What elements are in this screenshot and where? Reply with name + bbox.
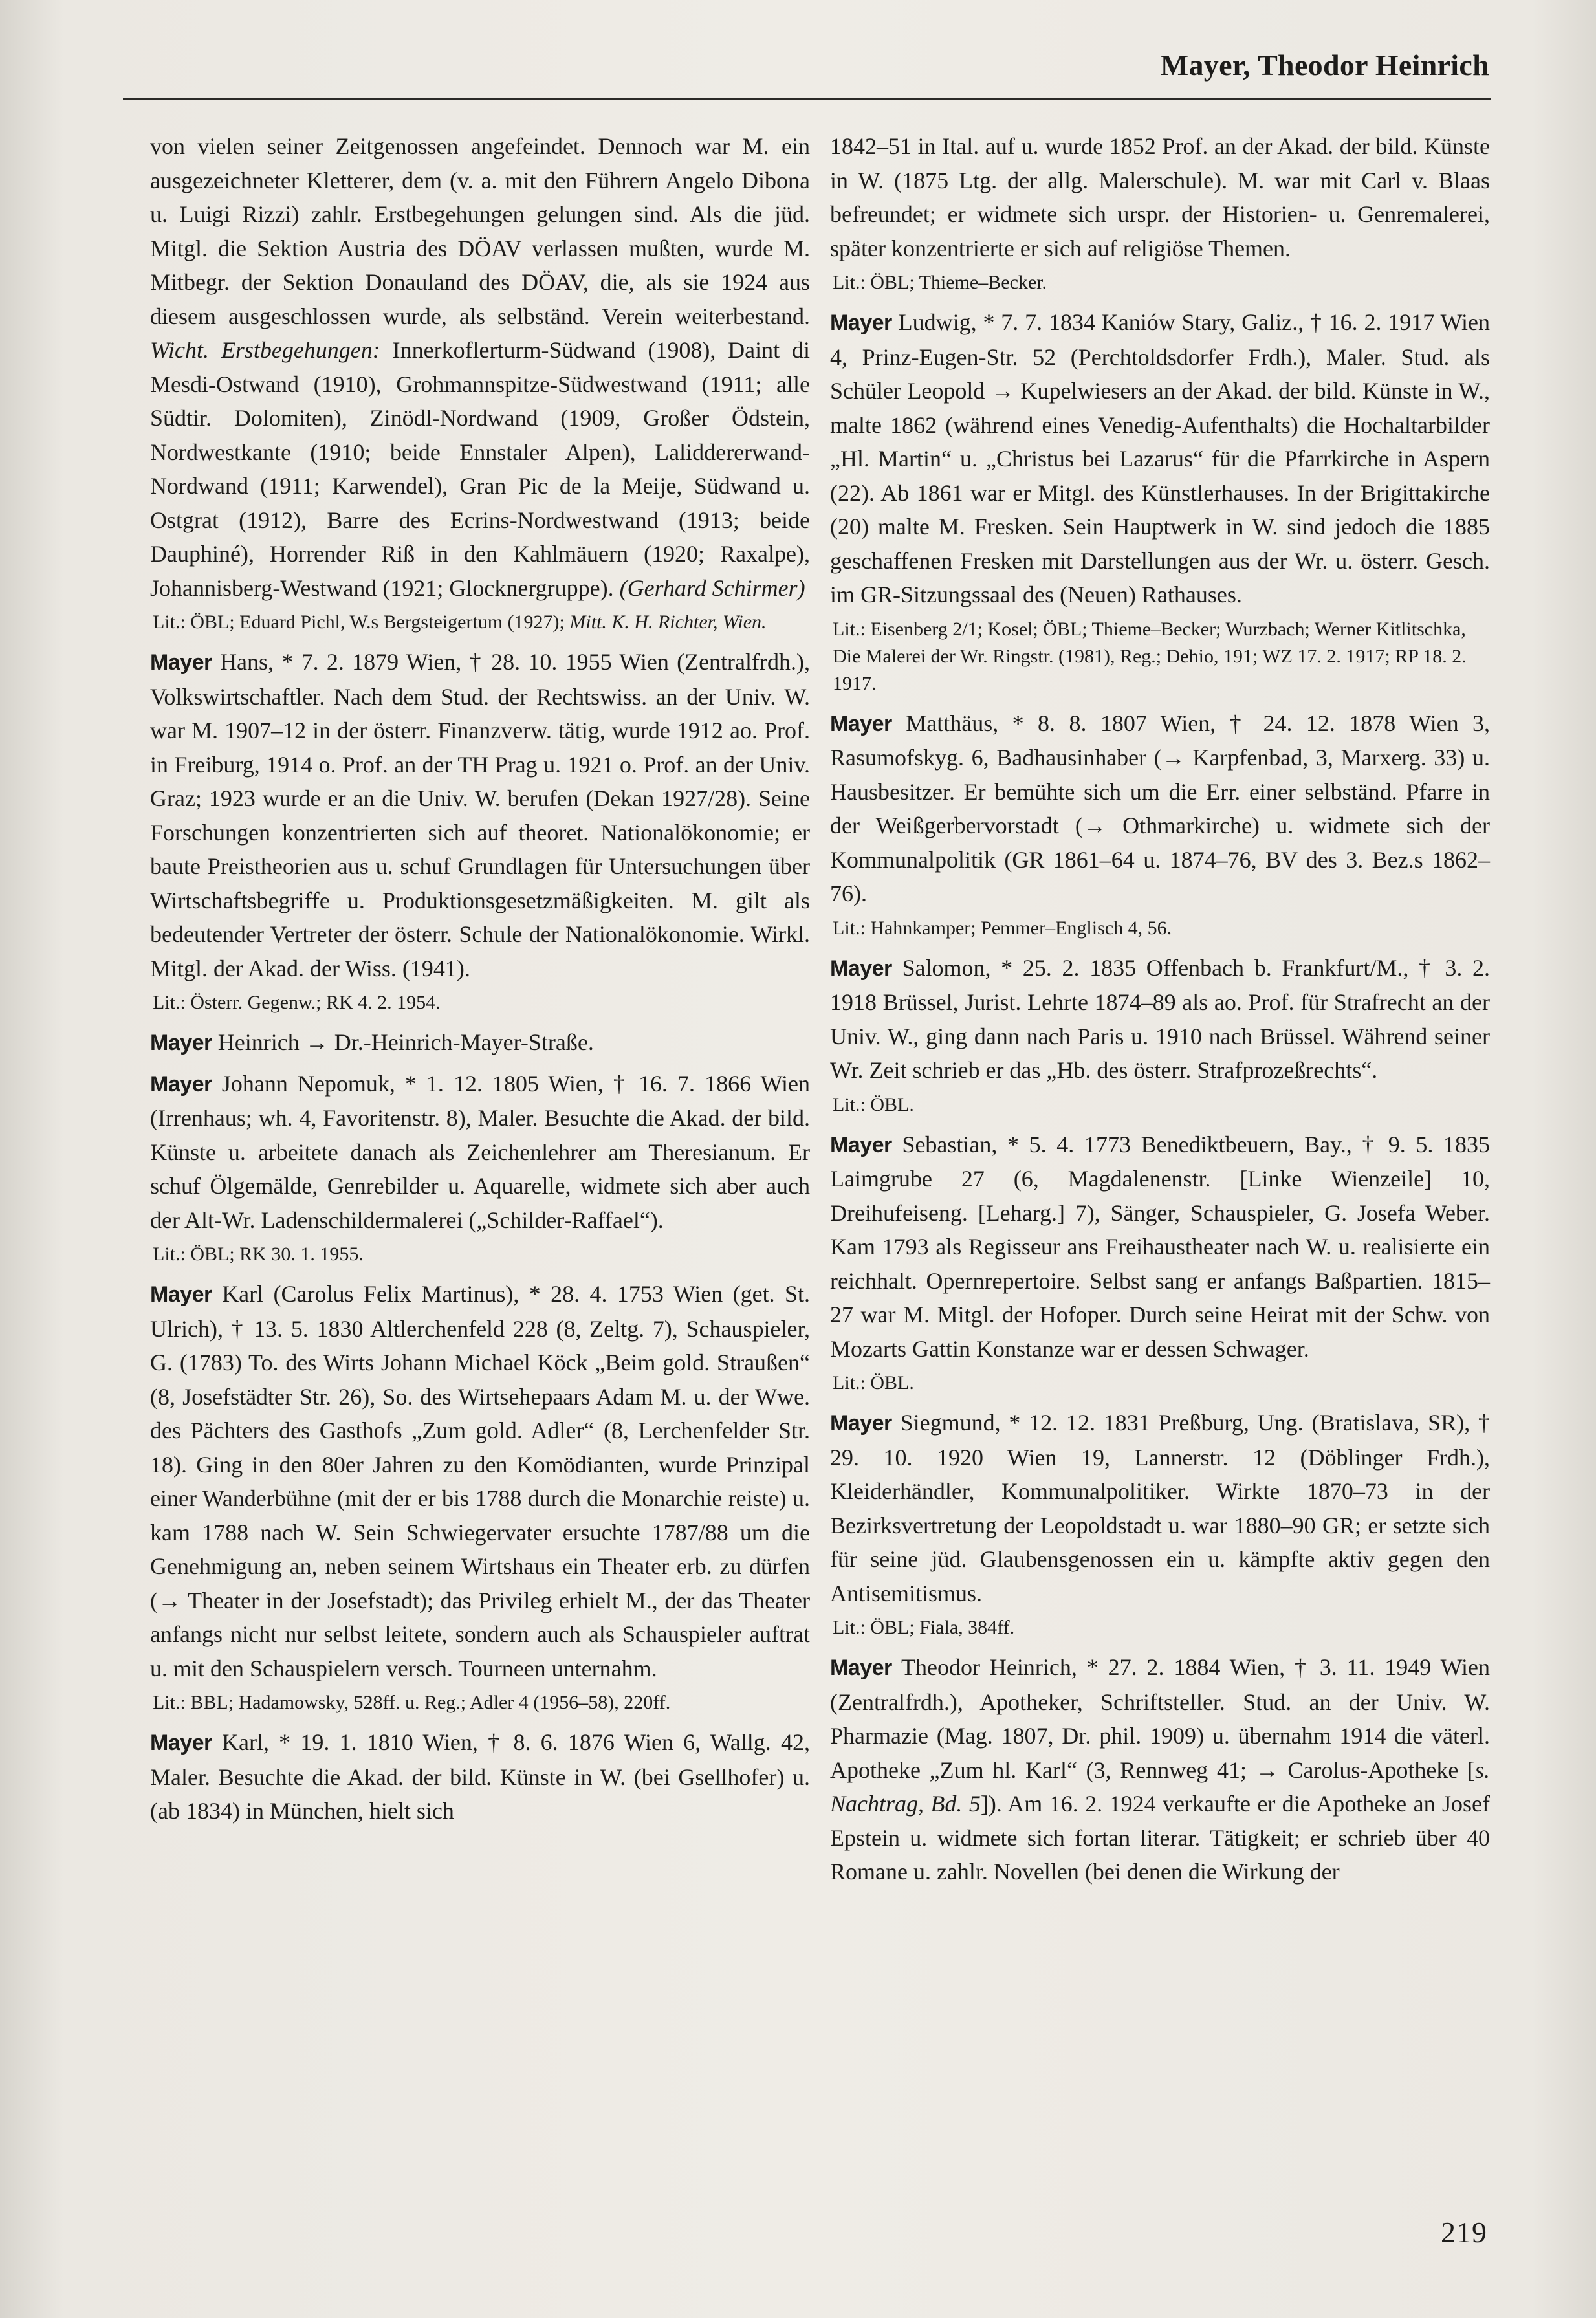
author-signature: (Gerhard Schirmer) [619,574,805,601]
entry-continuation-right: 1842–51 in Ital. auf u. wurde 1852 Prof. an der Akad. der bild. Künste in W. (1875 Ltg. der allg. Malerschule). M. war mit Carl v. Blaas befreundet; er widmete sich urspr. der Historien- u. Genremalerei, später konzentrierte er sich auf religiöse Themen. [830,133,1490,261]
entry-mayer-hans: Mayer Hans, * 7. 2. 1879 Wien, † 28. 10. 1955 Wien (Zentralfrdh.), Volkswirtschaftler. Nach dem Stud. der Rechtswiss. an der Univ. W. war M. 1907–12 in der österr. Finanzverw. tätig, wurde 1912 ao. Prof. in Freiburg, 1914 o. Prof. an der TH Prag u. 1921 o. Prof. an der Univ. Graz; 1923 wurde er an die Univ. W. berufen (Dekan 1927/28). Seine Forschungen konzentrierten sich auf theoret. Nationalökonomie; er baute Preistheorien aus u. schuf Grundlagen für Untersuchungen über Wirtschaftsbegriffe u. Produktionsgesetzmäßigkeiten. M. gilt als bedeutender Vertreter der österr. Schule der Nationalökonomie. Wirkl. Mitgl. der Akad. der Wiss. (1941). [150,649,810,981]
literature-note: Lit.: ÖBL. [833,1093,914,1115]
entry-mayer-heinrich: Mayer Heinrich → Dr.-Heinrich-Mayer-Straße. [150,1029,594,1055]
entry-headword: Mayer [830,956,892,981]
literature-note: Lit.: ÖBL; Eduard Pichl, W.s Bergsteigertum (1927); Mitt. K. H. Richter, Wien. [153,611,767,633]
entry-mayer-sebastian: Mayer Sebastian, * 5. 4. 1773 Benediktbeuern, Bay., † 9. 5. 1835 Laimgrube 27 (6, Magdalenenstr. [Linke Wienzeile] 10, Dreihufeiseng. [Leharg.] 7), Sänger, Schauspieler, G. Josefa Weber. Kam 1793 als Regisseur ans Freihaustheater nach W. u. realisierte ein reichhalt. Opernrepertoire. Selbst sang er anfangs Baßpartien. 1815–27 war M. Mitgl. der Hofoper. Durch seine Heirat mit der Schw. von Mozarts Gattin Konstanze war er dessen Schwager. [830,1131,1490,1362]
page-number: 219 [1441,2216,1487,2249]
entry-mayer-siegmund: Mayer Siegmund, * 12. 12. 1831 Preßburg, Ung. (Bratislava, SR), † 29. 10. 1920 Wien 19, Lannerstr. 12 (Döblinger Frdh.), Kleiderhändler, Kommunalpolitiker. Wirkte 1870–73 in der Bezirksvertretung der Leopoldstadt u. war 1880–90 GR; er setzte sich für seine jüd. Glaubensgenossen ein u. kämpfte aktiv gegen den Antisemitismus. [830,1410,1490,1606]
literature-note: Lit.: Eisenberg 2/1; Kosel; ÖBL; Thieme–Becker; Wurzbach; Werner Kitlitschka, Die Malerei der Wr. Ringstr. (1981), Reg.; Dehio, 191; WZ 17. 2. 1917; RP 18. 2. 1917. [833,618,1467,694]
literature-note: Lit.: ÖBL; Fiala, 384ff. [833,1617,1015,1638]
entry-headword: Mayer [150,1731,212,1755]
left-column [150,129,810,1828]
entry-headword: Mayer [830,1132,892,1157]
entry-mayer-ludwig: Mayer Ludwig, * 7. 7. 1834 Kaniów Stary, Galiz., † 16. 2. 1917 Wien 4, Prinz-Eugen-Str. 52 (Perchtoldsdorfer Frdh.), Maler. Stud. als Schüler Leopold → Kupelwiesers an der Akad. der bild. Künste in W., malte 1862 (während eines Venedig-Aufenthalts) die Hochaltarbilder „Hl. Martin“ u. „Christus bei Lazarus“ für die Pfarrkirche in Aspern (22). Ab 1861 war er Mitgl. des Künstlerhauses. In der Brigittakirche (20) malte M. Fresken. Sein Hauptwerk in W. sind jedoch die 1885 geschaffenen Fresken mit Darstellungen aus der Wr. u. österr. Gesch. im GR-Sitzungssaal des (Neuen) Rathauses. [830,309,1490,607]
entry-headword: Mayer [830,1656,892,1680]
entry-headword: Mayer [830,311,892,335]
entry-headword: Mayer [150,1071,212,1097]
entry-mayer-theodor-heinrich: Mayer Theodor Heinrich, * 27. 2. 1884 Wien, † 3. 11. 1949 Wien (Zentralfrdh.), Apotheker, Schriftsteller. Stud. an der Univ. W. Pharmazie (Mag. 1807, Dr. phil. 1909) u. übernahm 1914 die väterl. Apotheke „Zum hl. Karl“ (3, Rennweg 41; → Carolus-Apotheke [s. Nachtrag, Bd. 5]). Am 16. 2. 1924 verkaufte er die Apotheke an Josef Epstein u. widmete sich fortan literar. Tätigkeit; er schrieb über 40 Romane u. zahlr. Novellen (bei denen die Wirkung der [830,1654,1490,1885]
entry-continuation-left: von vielen seiner Zeitgenossen angefeindet. Dennoch war M. ein ausgezeichneter Kletterer, dem (v. a. mit den Führern Angelo Dibona u. Luigi Rizzi) zahlr. Erstbegehungen gelungen sind. Als die jüd. Mitgl. die Sektion Austria des DÖAV verlassen mußten, wurde M. Mitbegr. der Sektion Donauland des DÖAV, die, als sie 1924 aus diesem ausgeschlossen wurde, als selbständ. Verein weiterbestand. Wicht. Erstbegehungen: Innerkoflerturm-Südwand (1908), Daint di Mesdi-Ostwand (1910), Grohmannspitze-Südwestwand (1911; alle Südtir. Dolomiten), Zinödl-Nordwand (1909, Großer Ödstein, Nordwestkante (1910; beide Ennstaler Alpen), Laliddererwand-Nordwand (1911; Karwendel), Gran Pic de la Meije, Südwand u. Ostgrat (1912), Barre des Ecrins-Nordwestwand (1913; beide Dauphiné), Horrender Riß in den Kahlmäuern (1920; Raxalpe), Johannisberg-Westwand (1921; Glocknergruppe). (Gerhard Schirmer) [150,133,810,601]
entry-mayer-salomon: Mayer Salomon, * 25. 2. 1835 Offenbach b. Frankfurt/M., † 3. 2. 1918 Brüssel, Jurist. Lehrte 1874–89 als ao. Prof. für Strafrecht an der Univ. W., ging dann nach Paris u. 1910 nach Brüssel. Während seiner Wr. Zeit schrieb er das „Hb. des österr. Strafprozeßrechts“. [830,954,1490,1083]
entry-headword: Mayer [150,650,212,675]
literature-note: Lit.: Hahnkamper; Pemmer–Englisch 4, 56. [833,917,1172,939]
literature-note: Lit.: ÖBL; RK 30. 1. 1955. [153,1243,364,1265]
entry-mayer-matthaeus: Mayer Matthäus, * 8. 8. 1807 Wien, † 24. 12. 1878 Wien 3, Rasumofskyg. 6, Badhausinhaber (→ Karpfenbad, 3, Marxerg. 33) u. Hausbesitzer. Er bemühte sich um die Err. einer selbständ. Pfarre in der Weißgerbervorstadt (→ Othmarkirche) u. widmete sich der Kommunalpolitik (GR 1861–64 u. 1874–76, BV des 3. Bez.s 1862–76). [830,710,1491,906]
right-column [830,129,1490,1889]
literature-note: Lit.: ÖBL; Thieme–Becker. [833,272,1047,293]
literature-note: Lit.: ÖBL. [833,1372,914,1394]
entry-headword: Mayer [830,1411,892,1436]
entry-headword: Mayer [150,1282,212,1307]
running-head: Mayer, Theodor Heinrich [1160,49,1489,82]
literature-note: Lit.: Österr. Gegenw.; RK 4. 2. 1954. [153,992,441,1013]
entry-mayer-karl-carolus: Mayer Karl (Carolus Felix Martinus), * 28. 4. 1753 Wien (get. St. Ulrich), † 13. 5. 1830 Altlerchenfeld 228 (8, Zeltg. 7), Schauspieler, G. (1783) To. des Wirts Johann Michael Köck „Beim gold. Straußen“ (8, Josefstädter Str. 26), So. des Wirtsehepaars Adam M. u. der Wwe. des Pächters des Gasthofs „Zum gold. Adler“ (8, Lerchenfelder Str. 18). Ging in den 80er Jahren zu den Komödianten, wurde Prinzipal einer Wanderbühne (mit der er bis 1788 durch die Monarchie reiste) u. kam 1788 nach W. Sein Schwiegervater ersuchte 1787/88 um die Genehmigung an, neben seinem Wirtshaus ein Theater erb. zu dürfen (→ Theater in der Josefstadt); das Privileg erhielt M., der das Theater anfangs nicht nur selbst leitete, sondern auch als Schauspieler auftrat u. mit den Schauspielern versch. Tourneen unternahm. [150,1281,810,1681]
entry-mayer-karl-1810: Mayer Karl, * 19. 1. 1810 Wien, † 8. 6. 1876 Wien 6, Wallg. 42, Maler. Besuchte die Akad. der bild. Künste in W. (bei Gsellhofer) u. (ab 1834) in München, hielt sich [150,1729,811,1824]
literature-note: Lit.: BBL; Hadamowsky, 528ff. u. Reg.; Adler 4 (1956–58), 220ff. [153,1692,671,1713]
entry-headword: Mayer [830,711,892,736]
entry-mayer-johann-nepomuk: Mayer Johann Nepomuk, * 1. 12. 1805 Wien, † 16. 7. 1866 Wien (Irrenhaus; wh. 4, Favoritenstr. 8), Maler. Besuchte die Akad. der bild. Künste u. arbeitete danach als Zeichenlehrer am Theresianum. Er schuf Ölgemälde, Genrebilder u. Aquarelle, widmete sich aber auch der Alt-Wr. Ladenschildermalerei („Schilder-Raffael“). [150,1070,811,1233]
header-rule [123,98,1491,100]
entry-headword: Mayer [150,1031,212,1055]
